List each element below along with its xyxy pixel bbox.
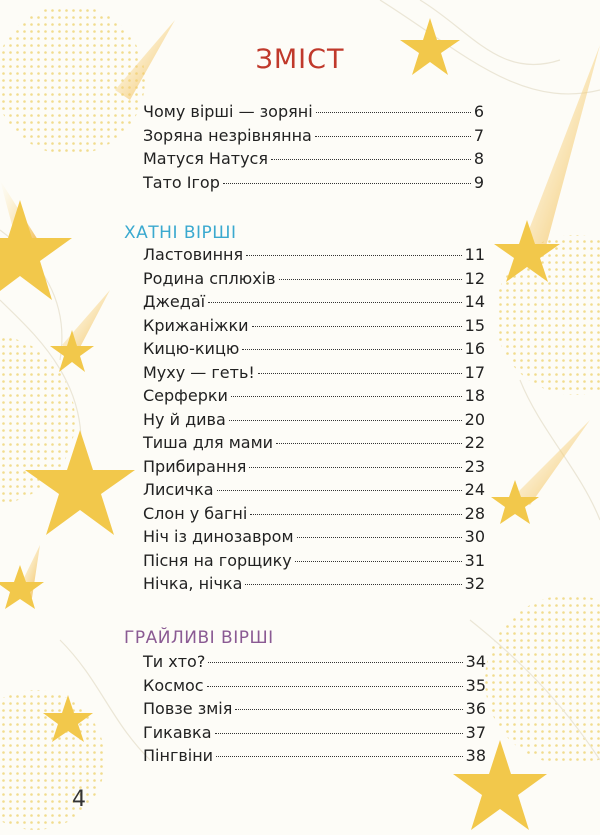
toc-entry-page: 36 — [465, 699, 486, 718]
toc-entry-title: Ну й дива — [143, 409, 226, 429]
page-number: 4 — [72, 787, 86, 812]
toc-entry[interactable] — [143, 745, 486, 767]
toc-entry-page: 8 — [473, 149, 484, 168]
dot-leader — [216, 756, 463, 757]
toc-entry-title: Тато Ігор — [143, 172, 220, 192]
comet-trail — [525, 45, 600, 250]
dot-leader — [258, 373, 462, 374]
toc-entry[interactable] — [143, 125, 484, 147]
toc-entry-page: 28 — [464, 503, 485, 523]
comet-trail — [515, 420, 590, 505]
toc-entry[interactable] — [143, 456, 485, 478]
dot-leader — [208, 302, 462, 303]
toc-entry-title: Слон у багні — [143, 503, 248, 523]
toc-entry[interactable] — [143, 148, 484, 170]
toc-entry[interactable] — [143, 268, 485, 290]
toc-entry[interactable] — [143, 409, 485, 431]
dotted-circle — [0, 690, 105, 830]
toc-entry[interactable] — [143, 172, 484, 194]
dot-leader — [235, 709, 462, 710]
dot-leader — [231, 396, 462, 397]
dot-leader — [223, 183, 471, 184]
toc-entry[interactable] — [143, 503, 485, 525]
dot-leader — [279, 279, 462, 280]
toc-entry[interactable] — [143, 698, 486, 720]
toc-entry-page: 37 — [465, 722, 486, 742]
dot-leader — [229, 420, 462, 421]
toc-entry[interactable] — [143, 675, 486, 697]
toc-entry-page: 12 — [464, 268, 485, 288]
toc-entry-title: Джедаї — [143, 292, 206, 311]
dot-leader — [207, 686, 463, 687]
dot-leader — [250, 514, 461, 515]
dot-leader — [252, 326, 462, 327]
toc-entry-title: Чому вірші — зоряні — [143, 102, 313, 121]
toc-entry[interactable] — [143, 432, 485, 454]
toc-entry[interactable] — [143, 479, 485, 501]
section-title-playful-poems: ГРАЙЛИВІ ВІРШІ — [124, 628, 274, 648]
toc-entry-title: Зоряна незрівнянна — [143, 125, 312, 145]
dot-leader — [316, 112, 471, 113]
toc-entry-page: 6 — [473, 102, 484, 121]
toc-entry-page: 18 — [464, 386, 485, 405]
toc-entry-title: Нічка, нічка — [143, 574, 243, 593]
toc-entry[interactable] — [143, 526, 485, 548]
toc-entry-title: Матуся Натуся — [143, 149, 268, 168]
toc-entry-page: 30 — [464, 527, 485, 546]
dot-leader — [215, 733, 463, 734]
toc-entry-title: Пісня на горщику — [143, 550, 292, 570]
toc-entry-title: Кицю-кицю — [143, 339, 240, 358]
toc-entry-title: Ти хто? — [143, 652, 206, 671]
toc-entry-title: Лисичка — [143, 480, 214, 499]
toc-entry-page: 22 — [464, 433, 485, 452]
dotted-circle — [0, 5, 145, 155]
toc-entry[interactable] — [143, 385, 485, 407]
toc-entry-page: 20 — [464, 409, 485, 429]
toc-entry-title: Повзе змія — [143, 699, 233, 718]
toc-entry-page: 35 — [465, 675, 486, 695]
toc-entry-page: 38 — [465, 746, 486, 765]
star-icon — [50, 330, 94, 372]
toc-entry-page: 7 — [473, 125, 484, 145]
toc-entry-title: Тиша для мами — [143, 433, 274, 452]
dot-leader — [276, 443, 462, 444]
toc-entry-page: 17 — [464, 362, 485, 382]
dotted-circle — [495, 235, 600, 395]
dot-leader — [208, 662, 462, 663]
toc-entry[interactable] — [143, 244, 485, 266]
dot-leader — [245, 584, 461, 585]
toc-entry[interactable] — [143, 101, 484, 123]
toc-entry-title: Серферки — [143, 386, 228, 405]
toc-entry-title: Космос — [143, 675, 204, 695]
toc-entry[interactable] — [143, 362, 485, 384]
toc-entry-title: Ніч із динозавром — [143, 527, 294, 546]
toc-entry-page: 11 — [464, 245, 485, 264]
toc-entry-title: Муху — геть! — [143, 362, 255, 382]
toc-entry[interactable] — [143, 291, 485, 313]
dot-leader — [315, 136, 471, 137]
toc-entry-page: 9 — [473, 172, 484, 192]
dotted-circle — [485, 595, 600, 765]
toc-entry[interactable] — [143, 573, 485, 595]
dot-leader — [271, 159, 471, 160]
dot-leader — [295, 561, 462, 562]
section-title-home-poems: ХАТНІ ВІРШІ — [124, 223, 237, 243]
toc-entry-page: 15 — [464, 315, 485, 335]
toc-entry[interactable] — [143, 550, 485, 572]
dot-leader — [297, 537, 462, 538]
dot-leader — [217, 490, 462, 491]
dot-leader — [242, 349, 461, 350]
toc-entry-title: Ластовиння — [143, 245, 244, 264]
toc-entry-title: Пінгвіни — [143, 746, 214, 765]
toc-entry-title: Крижаніжки — [143, 315, 249, 335]
toc-entry[interactable] — [143, 315, 485, 337]
toc-entry-page: 34 — [465, 652, 486, 671]
toc-entry[interactable] — [143, 722, 486, 744]
toc-entry-page: 32 — [464, 574, 485, 593]
toc-entry-page: 16 — [464, 339, 485, 358]
page-title: ЗМІСТ — [255, 44, 345, 75]
toc-entry-page: 14 — [464, 292, 485, 311]
star-icon — [0, 565, 44, 609]
toc-entry[interactable] — [143, 338, 485, 360]
toc-entry-page: 24 — [464, 480, 485, 499]
toc-entry[interactable] — [143, 651, 486, 673]
toc-entry-page: 31 — [464, 550, 485, 570]
toc-entry-title: Родина сплюхів — [143, 268, 276, 288]
toc-entry-title: Прибирання — [143, 456, 247, 476]
dot-leader — [246, 255, 462, 256]
toc-entry-title: Гикавка — [143, 722, 212, 742]
toc-entry-page: 23 — [464, 456, 485, 476]
dot-leader — [249, 467, 461, 468]
